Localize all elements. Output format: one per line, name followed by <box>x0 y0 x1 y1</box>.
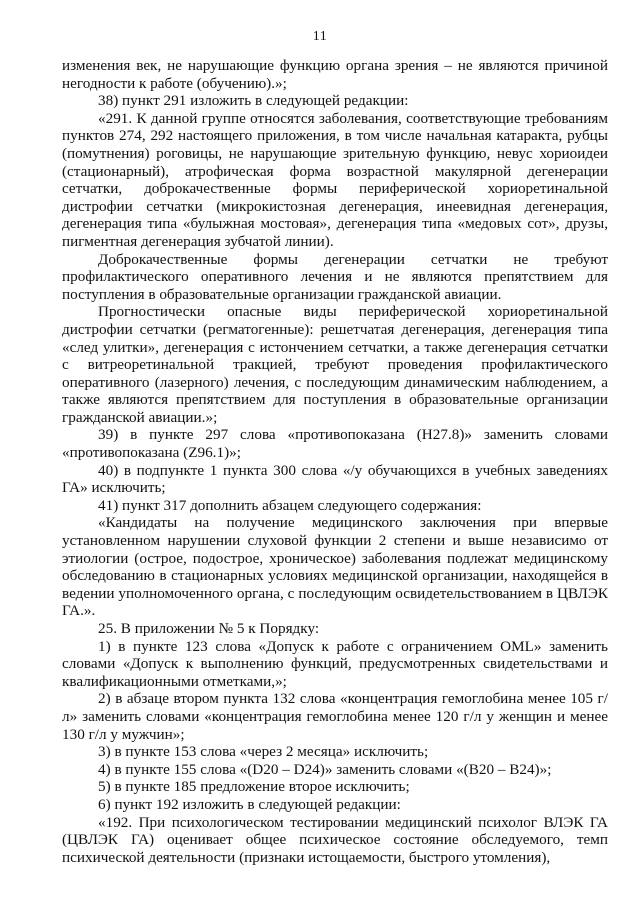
paragraph: «Кандидаты на получение медицинского заключения при впервые установленном нарушении слуховой функции 2 степени и выше независимо от этиологии (острое, подострое, хроническое) заболевания подлежат медицинскому обследованию в стационарных условиях медицинской организации, находящейся в ведении уполномоченного органа, с последующим освидетельствованием в ЦВЛЭК ГА.». <box>62 514 608 620</box>
paragraph: 38) пункт 291 изложить в следующей редакции: <box>98 92 409 110</box>
paragraph: 3) в пункте 153 слова «через 2 месяца» исключить; <box>98 743 429 761</box>
paragraph: 1) в пункте 123 слова «Допуск к работе с ограничением OML» заменить словами «Допуск к выполнению функций, предусмотренных свидетельствами и квалификационными отметками,»; <box>62 637 608 690</box>
paragraph: Прогностически опасные виды периферической хориоретинальной дистрофии сетчатки (регматогенные): решетчатая дегенерация, дегенерация типа «след улитки», дегенерация с истончением сетчатки, а также дегенерация сетчатки с витреоретинальной тракцией, требуют проведения профилактического оперативного (лазерного) лечения, с последующим динамическим наблюдением, а также являются препятствием для поступления в образовательные организации гражданской авиации.»; <box>62 303 608 426</box>
paragraph: 39) в пункте 297 слова «противопоказана (H27.8)» заменить словами «противопоказана (Z96.1)»; <box>62 426 608 462</box>
paragraph: 25. В приложении № 5 к Порядку: <box>98 620 320 637</box>
paragraph: 4) в пункте 155 слова «(D20 – D24)» заменить словами «(B20 – B24)»; <box>98 760 552 778</box>
paragraph: 2) в абзаце втором пункта 132 слова «концентрация гемоглобина менее 105 г/л» заменить словами «концентрация гемоглобина менее 120 г/л у женщин и менее 130 г/л у мужчин»; <box>62 690 608 743</box>
paragraph: Доброкачественные формы дегенерации сетчатки не требуют профилактического оперативного лечения и не являются препятствием для поступления в образовательные организации гражданской авиации. <box>62 250 608 303</box>
paragraph: 41) пункт 317 дополнить абзацем следующего содержания: <box>98 496 482 514</box>
paragraph: «291. К данной группе относятся заболевания, соответствующие требованиям пунктов 274, 292 настоящего приложения, в том числе начальная катаракта, рубцы (помутнения) роговицы, не нарушающие зрительную функцию, невус хориоидеи (стационарный), атрофическая форма возрастной макулярной дегенерации сетчатки, доброкачественные формы периферической хориоретинальной дистрофии сетчатки (микрокистозная дегенерация, инеевидная дегенерация, дегенерация типа «булыжная мостовая», дегенерация типа «медовых сот», друзы, пигментная дегенерация зубчатой линии). <box>62 109 608 250</box>
paragraph: 6) пункт 192 изложить в следующей редакции: <box>98 795 401 813</box>
paragraph: «192. При психологическом тестировании медицинский психолог ВЛЭК ГА (ЦВЛЭК ГА) оценивает общее психическое состояние обследуемого, темп психической деятельности (признаки истощаемости, быстрого утомления), <box>62 813 608 866</box>
page-number: 11 <box>312 29 328 44</box>
document-body <box>62 57 608 866</box>
paragraph: изменения век, не нарушающие функцию органа зрения – не являются причиной негодности к работе (обучению).»; <box>62 57 608 92</box>
paragraph: 5) в пункте 185 предложение второе исключить; <box>98 778 410 796</box>
paragraph: 40) в подпункте 1 пункта 300 слова «/у обучающихся в учебных заведениях ГА» исключить; <box>62 461 608 497</box>
